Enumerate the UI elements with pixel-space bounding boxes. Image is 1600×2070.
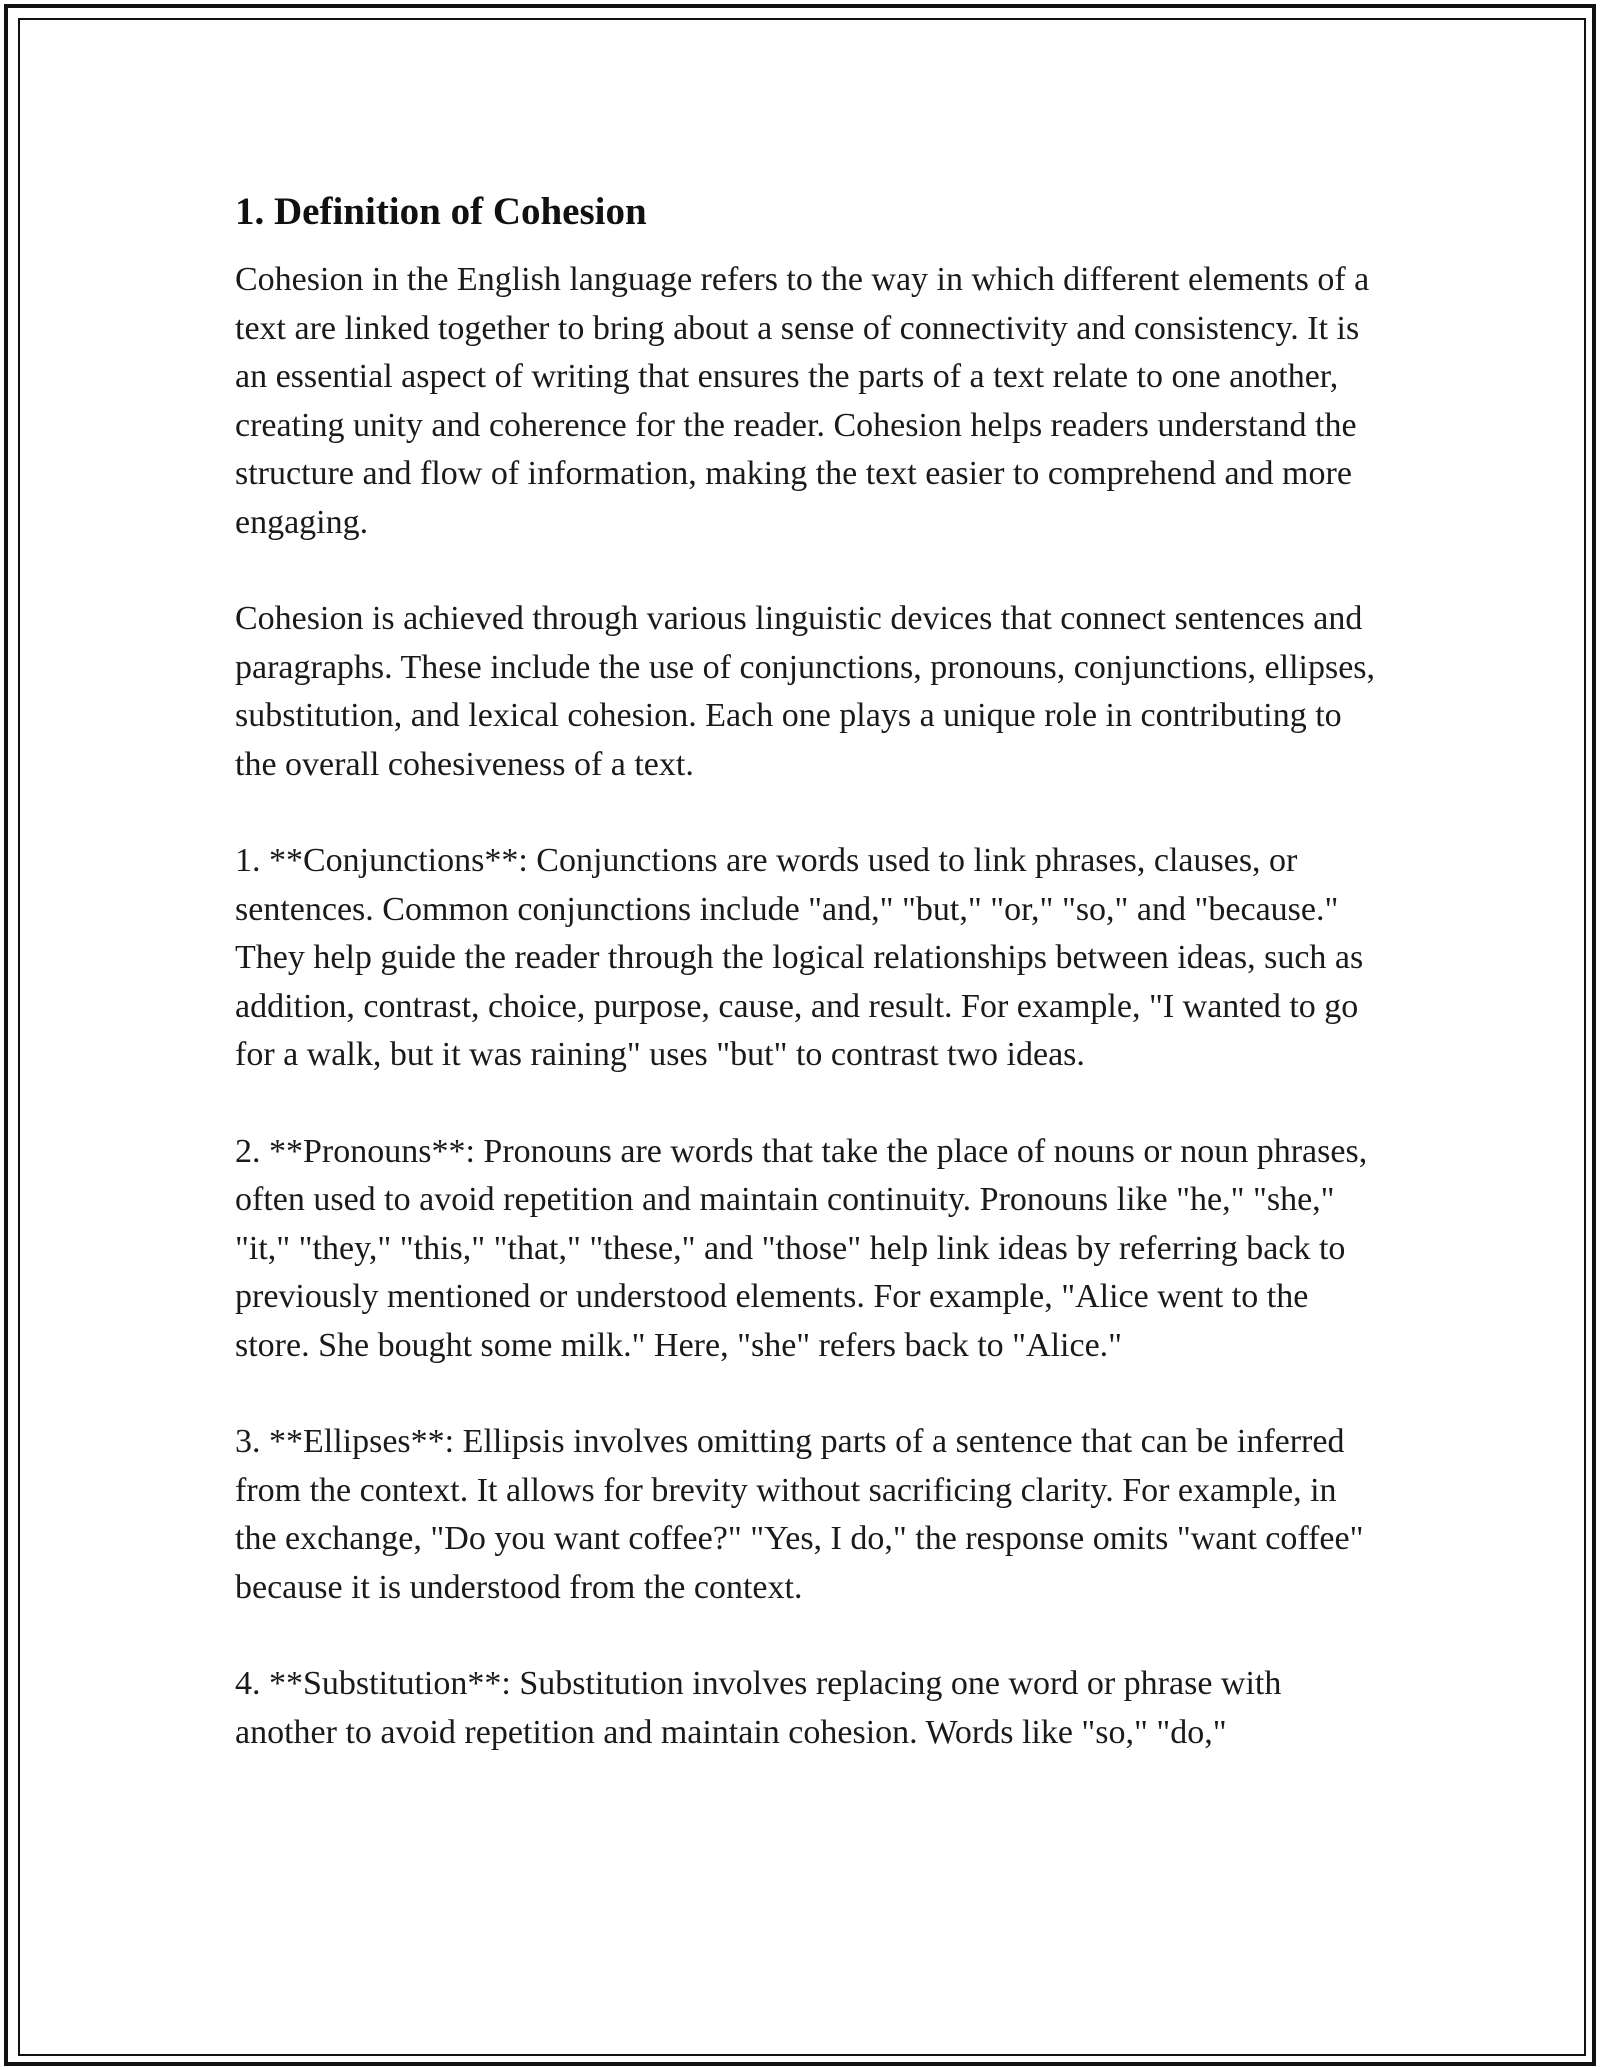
document-body	[235, 186, 1375, 1805]
paragraph-substitution: 4. **Substitution**: Substitution involves replacing one word or phrase with another to avoid repetition and maintain cohesion. Words like "so," "do,"	[235, 1665, 1282, 1751]
paragraph-conjunctions: 1. **Conjunctions**: Conjunctions are words used to link phrases, clauses, or sentences. Common conjunctions include "and," "but," "or," "so," and "because." They help guide the reader through the logical relationships between ideas, such as addition, contrast, choice, purpose, cause, and result. For example, "I wanted to go for a walk, but it was raining" uses "but" to contrast two ideas.	[235, 842, 1364, 1073]
paragraph-definition: Cohesion in the English language refers to the way in which different elements of a text are linked together to bring about a sense of connectivity and consistency. It is an essential aspect of writing that ensures the parts of a text relate to one another, creating unity and coherence for the reader. Cohesion helps readers understand the structure and flow of information, making the text easier to comprehend and more engaging.	[235, 261, 1370, 541]
paragraph-ellipses: 3. **Ellipses**: Ellipsis involves omitting parts of a sentence that can be inferred from the context. It allows for brevity without sacrificing clarity. For example, in the exchange, "Do you want coffee?" "Yes, I do," the response omits "want coffee" because it is understood from the context.	[235, 1423, 1364, 1606]
paragraph-devices: Cohesion is achieved through various linguistic devices that connect sentences and paragraphs. These include the use of conjunctions, pronouns, conjunctions, ellipses, substitution, and lexical cohesion. Each one plays a unique role in contributing to the overall cohesiveness of a text.	[235, 600, 1376, 783]
paragraph-pronouns: 2. **Pronouns**: Pronouns are words that take the place of nouns or noun phrases, often used to avoid repetition and maintain continuity. Pronouns like "he," "she," "it," "they," "this," "that," "these," and "those" help link ideas by referring back to previously mentioned or understood elements. For example, "Alice went to the store. She bought some milk." Here, "she" refers back to "Alice."	[235, 1132, 1368, 1364]
section-heading: 1. Definition of Cohesion	[235, 190, 647, 233]
